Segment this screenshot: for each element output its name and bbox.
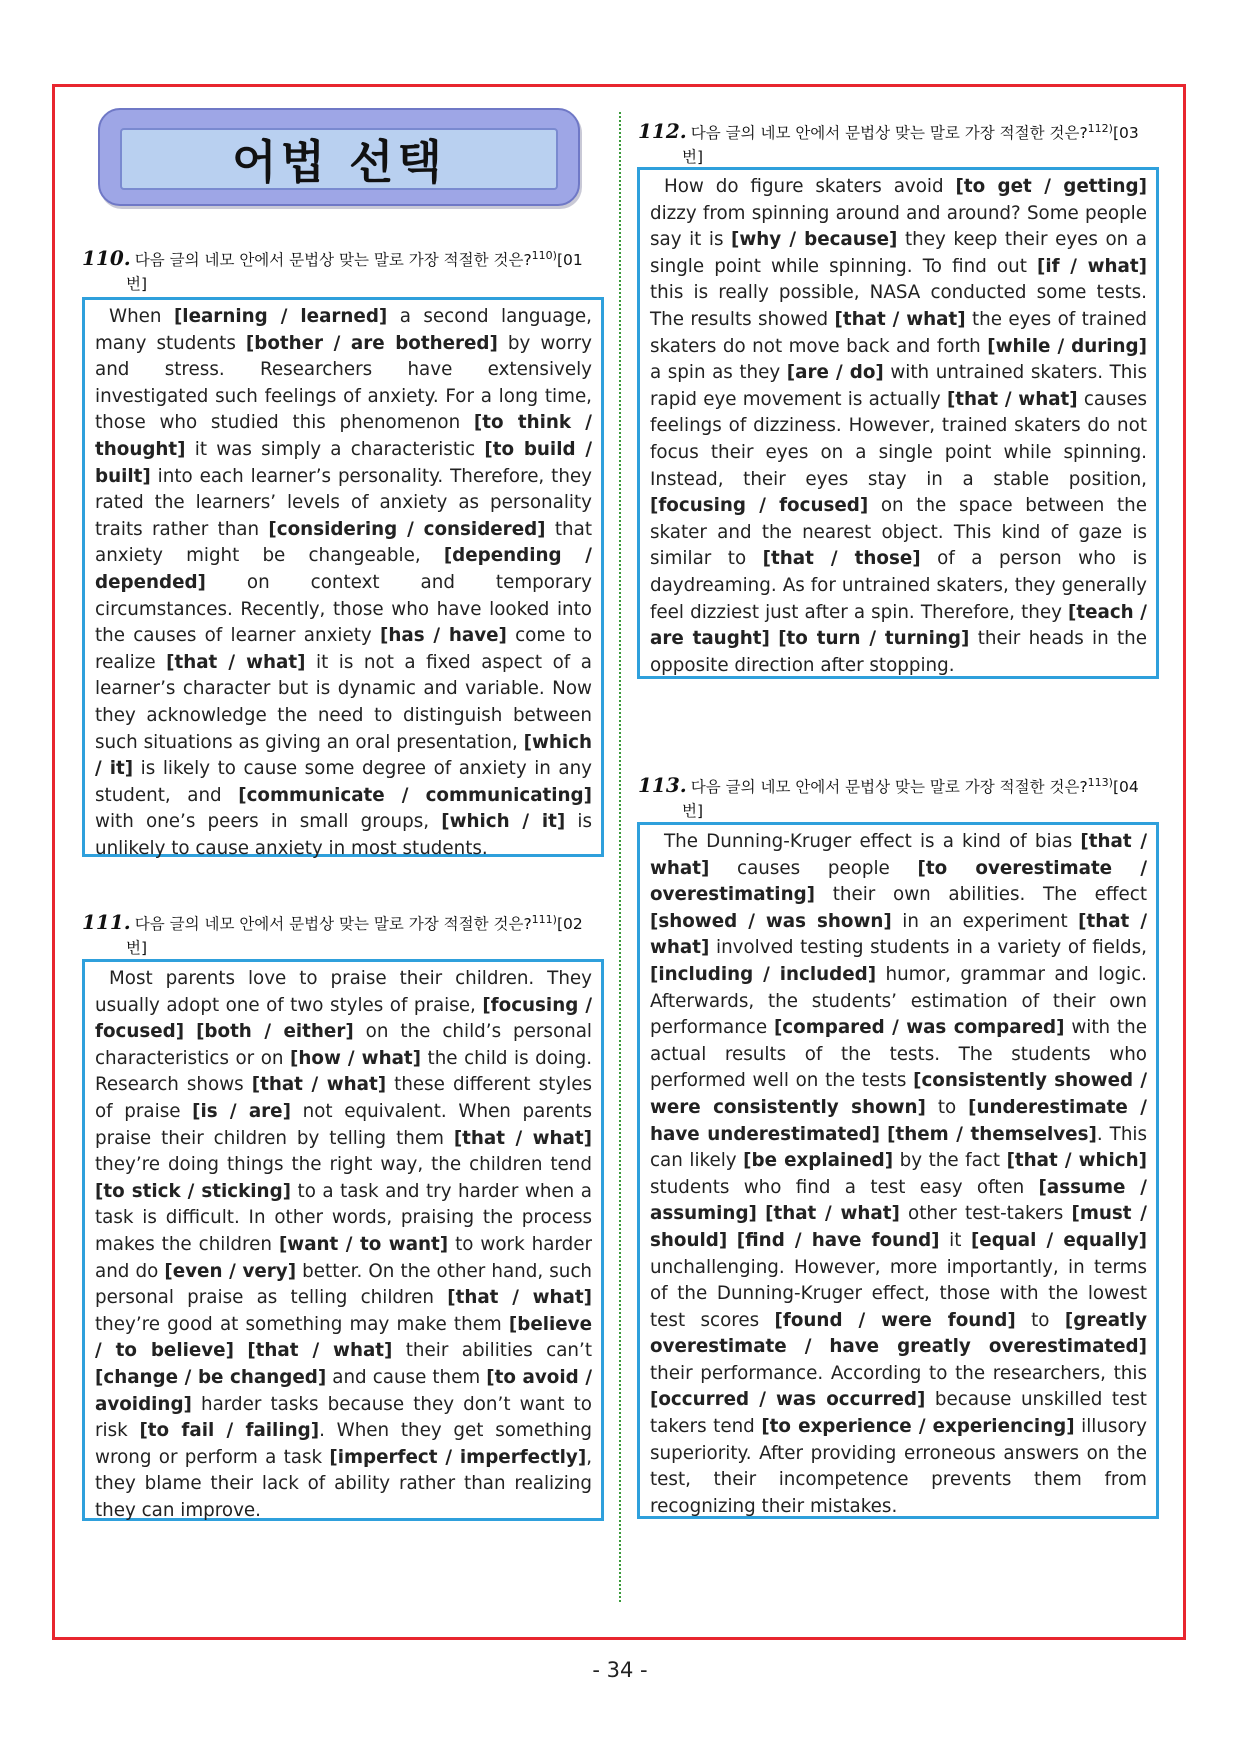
question-ref-cont: 번] [126,275,148,294]
passage-box-110 [82,297,604,857]
question-ref-tail: [01 [556,251,583,270]
passage-box-111 [82,959,604,1521]
passage-box-112 [637,167,1159,679]
question-ref-cont: 번] [682,148,704,167]
question-header-111 [82,908,612,960]
question-header-110 [82,244,612,296]
question-header-113 [638,771,1168,823]
question-ref-tail: [03 [1112,124,1139,143]
question-ref: 110) [531,249,557,262]
question-ref-cont: 번] [126,939,148,958]
question-number: 110. [82,246,131,271]
passage-box-113 [637,822,1159,1519]
question-prompt: 다음 글의 네모 안에서 문법상 맞는 말로 가장 적절한 것은? [134,251,532,270]
question-header-112 [638,117,1168,169]
question-prompt: 다음 글의 네모 안에서 문법상 맞는 말로 가장 적절한 것은? [690,778,1088,797]
question-number: 112. [638,119,687,144]
section-title-banner [98,108,580,206]
passage-text: When [learning / learned] a second language, many students [bother / are bothered] by worry and stress. Researchers have extensively investigated such feelings of anxiety. For a long time, those who studied this phenomenon [to think / thought] it was simply a characteristic [to build / built] into each learner’s personality. Therefore, they rated the learners’ levels of anxiety as personality traits rather than [considering / considered] that anxiety might be changeable, [depending / depended] on context and temporary circumstances. Recently, those who have looked into the causes of learner anxiety [has / have] come to realize [that / what] it is not a fixed aspect of a learner’s character but is dynamic and variable. Now they acknowledge the need to distinguish between such situations as giving an oral presentation, [which / it] is likely to cause some degree of anxiety in any student, and [communicate / communicating] with one’s peers in small groups, [which / it] is unlikely to cause anxiety in most students. [95,306,593,859]
passage-text: How do figure skaters avoid [to get / getting] dizzy from spinning around and around? Some people say it is [why / because] they keep their eyes on a single point while spinning. To find out [if / what] this is really possible, NASA conducted some tests. The results showed [that / what] the eyes of trained skaters do not move back and forth [while / during] a spin as they [are / do] with untrained skaters. This rapid eye movement is actually [that / what] causes feelings of dizziness. However, trained skaters do not focus their eyes on a single point while spinning. Instead, their eyes stay in a stable position, [focusing / focused] on the space between the skater and the nearest object. This kind of gaze is similar to [that / those] of a person who is daydreaming. As for untrained skaters, they generally feel dizziest just after a spin. Therefore, they [teach / are taught] [to turn / turning] their heads in the opposite direction after stopping. [650,176,1148,676]
question-ref: 112) [1087,122,1113,135]
page-number: - 34 - [592,1658,648,1682]
question-prompt: 다음 글의 네모 안에서 문법상 맞는 말로 가장 적절한 것은? [134,915,532,934]
question-ref-tail: [04 [1112,778,1139,797]
passage-text: Most parents love to praise their children. They usually adopt one of two styles of praise, [focusing / focused] [both / either] on the child’s personal characteristics or on [how / what] the child is doing. Research shows [that / what] these different styles of praise [is / are] not equivalent. When parents praise their children by telling them [that / what] they’re doing things the right way, the children tend [to stick / sticking] to a task and try harder when a task is difficult. In other words, praising the process makes the children [want / to want] to work harder and do [even / very] better. On the other hand, such personal praise as telling children [that / what] they’re good at something may make them [believe / to believe] [that / what] their abilities can’t [change / be changed] and cause them [to avoid / avoiding] harder tasks because they don’t want to risk [to fail / failing]. When they get something wrong or perform a task [imperfect / imperfectly], they blame their lack of ability rather than realizing they can improve. [95,968,593,1521]
question-prompt: 다음 글의 네모 안에서 문법상 맞는 말로 가장 적절한 것은? [690,124,1088,143]
question-ref: 111) [531,913,557,926]
section-title-panel [120,128,558,190]
question-ref: 113) [1087,776,1113,789]
question-ref-tail: [02 [556,915,583,934]
section-title: 어법 선택 [232,135,446,189]
question-ref-cont: 번] [682,802,704,821]
passage-text: The Dunning-Kruger effect is a kind of bias [that / what] causes people [to overestimate / overestimating] their own abilities. The effect [showed / was shown] in an experiment [that / what] involved testing students in a variety of fields, [including / included] humor, grammar and logic. Afterwards, the students’ estimation of their own performance [compared / was compared] with the actual results of the tests. The students who performed well on the tests [consistently showed / were consistently shown] to [underestimate / have underestimated] [them / themselves]. This can likely [be explained] by the fact [that / which] students who find a test easy often [assume / assuming] [that / what] other test-takers [must / should] [find / have found] it [equal / equally] unchallenging. However, more importantly, in terms of the Dunning-Kruger effect, those with the lowest test scores [found / were found] to [greatly overestimate / have greatly overestimated] their performance. According to the researchers, this [occurred / was occurred] because unskilled test takers tend [to experience / experiencing] illusory superiority. After providing erroneous answers on the test, their incompetence prevents them from recognizing their mistakes. [650,831,1148,1517]
question-number: 113. [638,773,687,798]
column-divider [619,112,621,1602]
question-number: 111. [82,910,131,935]
